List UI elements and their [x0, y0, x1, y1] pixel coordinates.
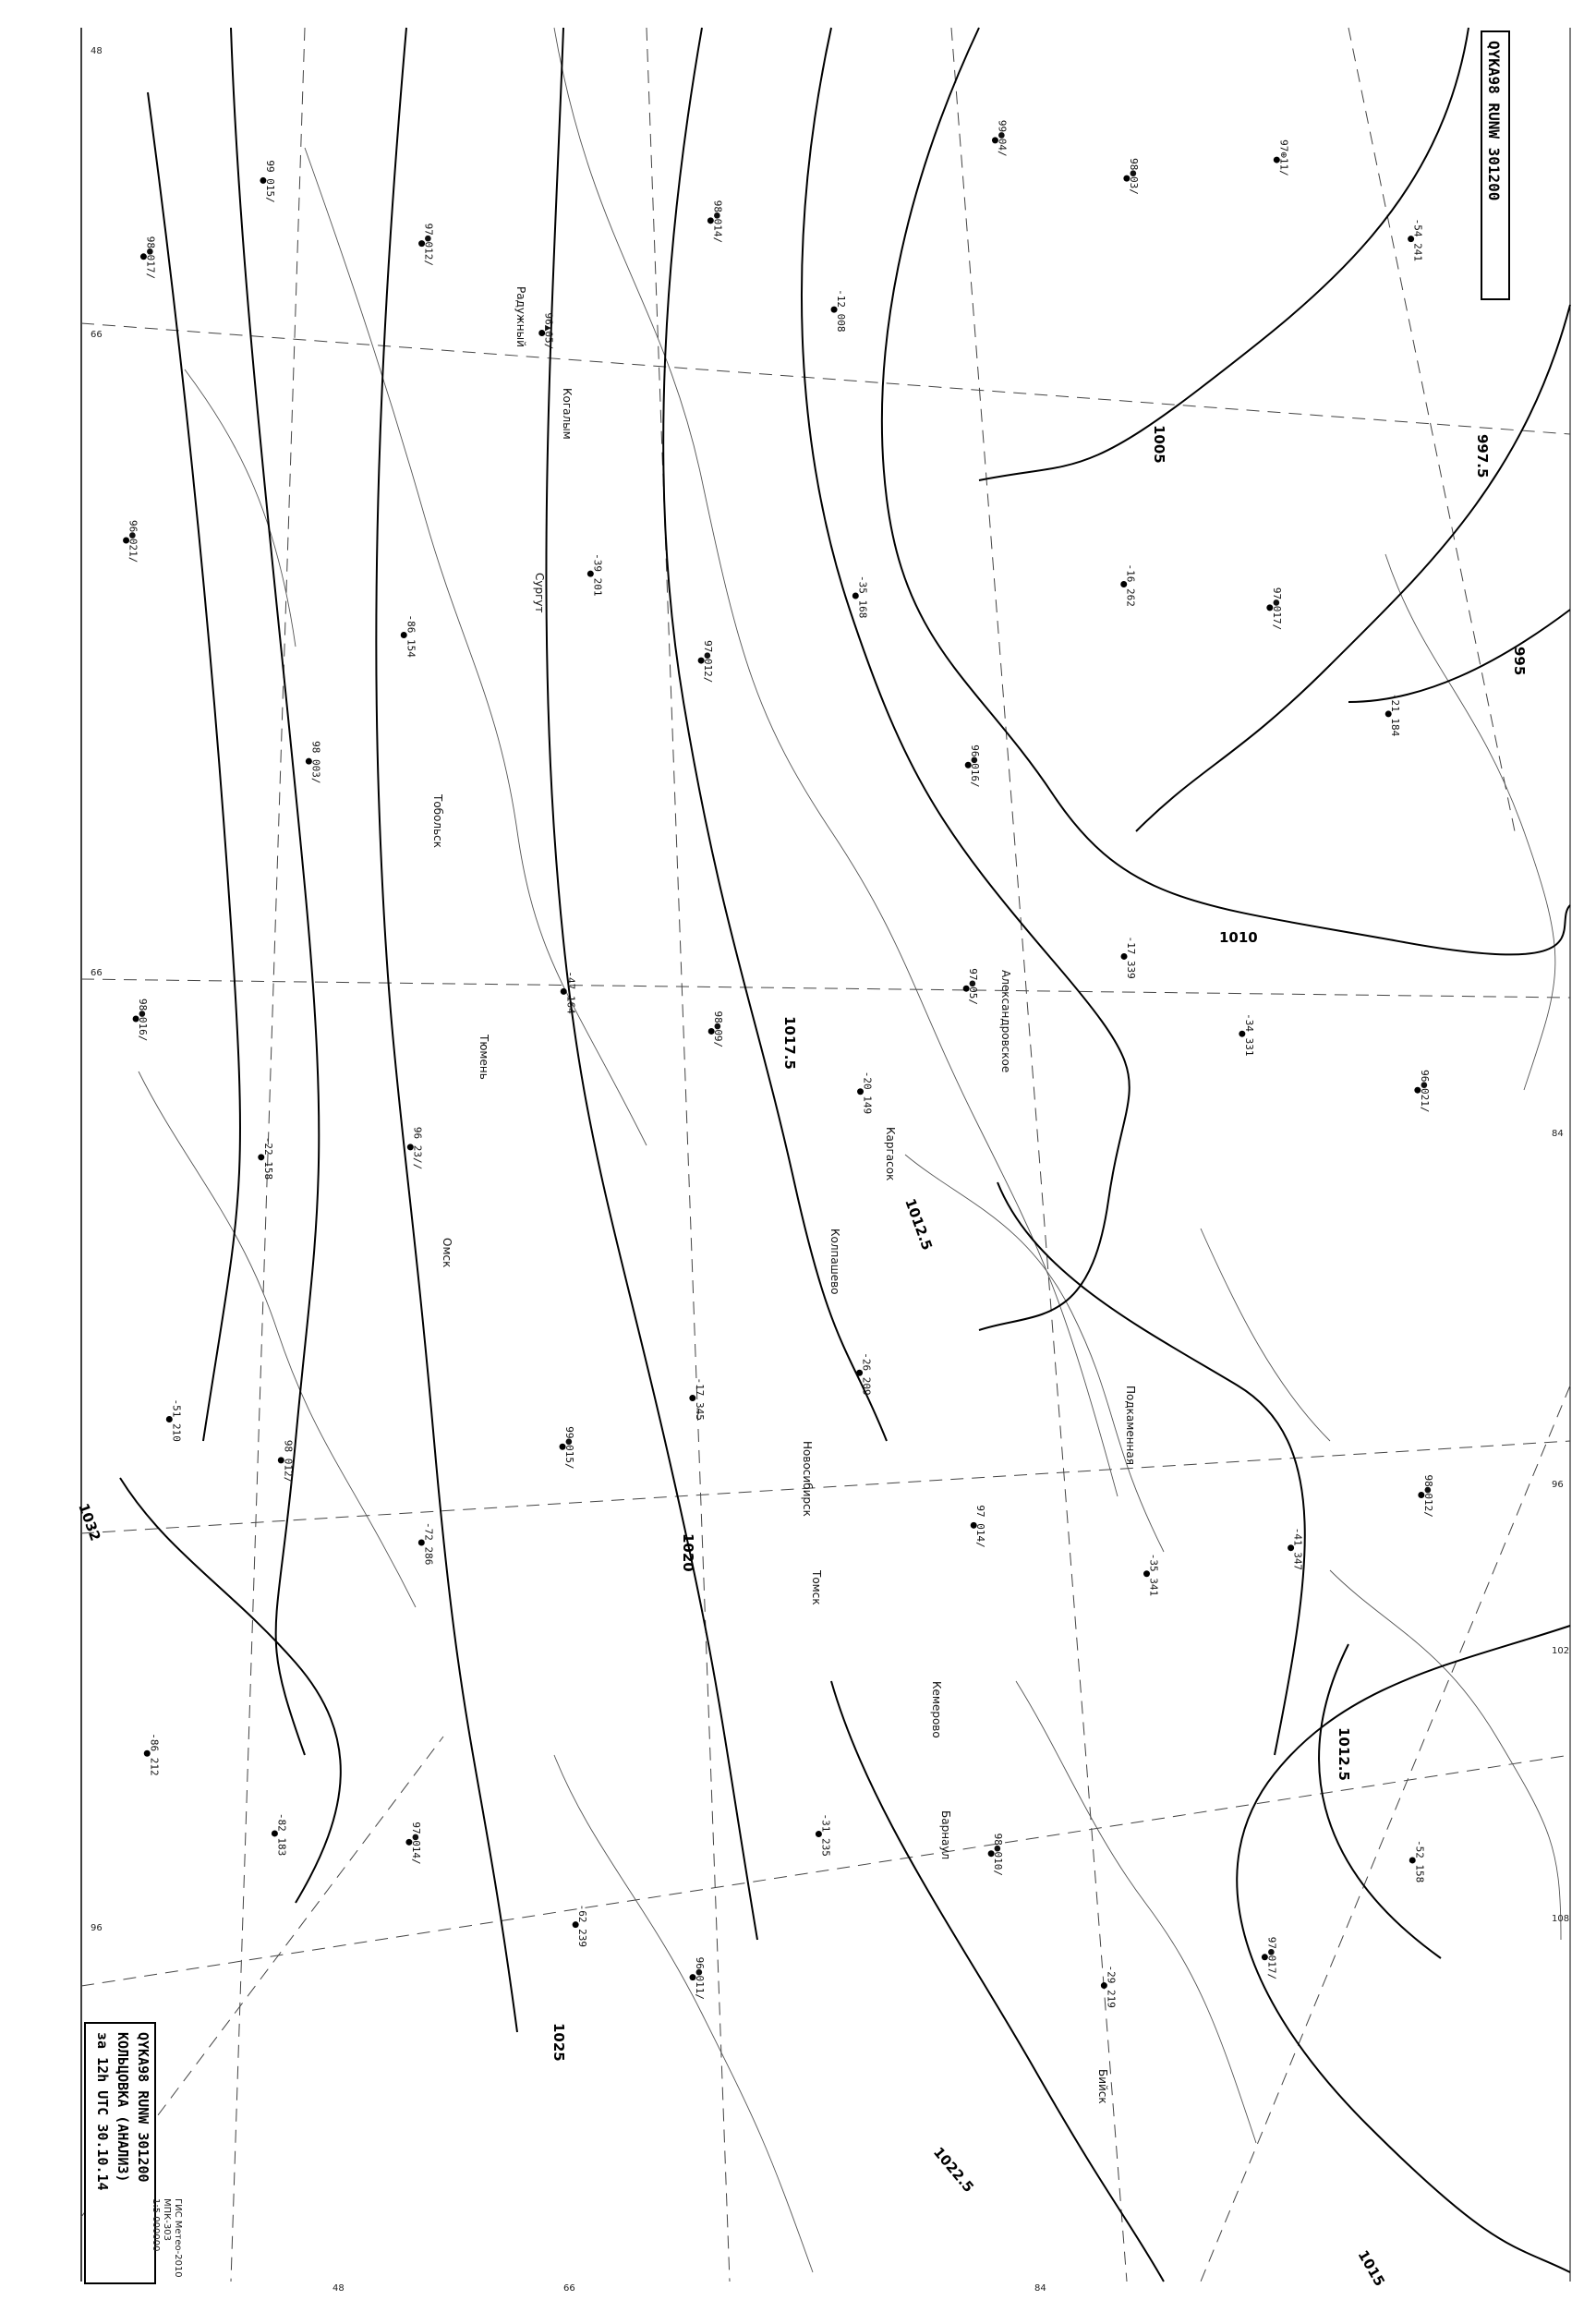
isobar-label: 1025	[550, 2023, 567, 2062]
credit-text: ГИС Метео-2010	[173, 2198, 183, 2278]
station-plot: -12 008	[835, 289, 848, 333]
station-plot: 98 003/	[309, 741, 322, 784]
edge-number: 66	[91, 968, 103, 978]
station-plot: 96 23//	[411, 1126, 424, 1170]
station-plots	[123, 120, 1434, 2008]
station-plot: 98●014/	[711, 200, 724, 244]
station-plot: -21 184	[1389, 693, 1402, 737]
edge-number: 66	[563, 2283, 575, 2294]
city-label: Новосибирск	[801, 1441, 814, 1517]
isobar-label: 1032	[75, 1501, 104, 1543]
city-label: Тюмень	[478, 1035, 490, 1080]
station-plot: -35 341	[1147, 1553, 1160, 1597]
city-label: Каргасок	[884, 1127, 897, 1181]
station-plot: 99 015/	[263, 160, 276, 203]
isobar-label: 1020	[680, 1533, 696, 1572]
city-label: Александровское	[999, 970, 1012, 1073]
legend-code: QYKA98 RUNW 301200	[135, 2032, 151, 2183]
station-plot: 98 012/	[282, 1439, 295, 1483]
station-plot: -35 168	[856, 575, 869, 619]
station-plot: 98●016/	[137, 999, 150, 1042]
station-plot: 96●011/	[694, 1956, 707, 2001]
station-plot: 97●012/	[702, 640, 715, 684]
station-plot: -20 149	[861, 1071, 874, 1115]
station-plot: -62 239	[576, 1904, 589, 1948]
isobar-label: 995	[1511, 647, 1528, 676]
edge-number: 48	[332, 2283, 345, 2294]
station-plot: 96●021/	[1418, 1070, 1431, 1113]
station-plot: -39 201	[591, 553, 604, 597]
station-plot: -22 158	[261, 1136, 274, 1180]
isobar-label: 1015	[1354, 2247, 1388, 2290]
city-label: Бийск	[1096, 2069, 1109, 2104]
station-plot: 97⊕11/	[1277, 139, 1290, 176]
station-plot: 98●017/	[144, 236, 157, 280]
projection-text: MПК-303	[162, 2198, 172, 2241]
top-header	[1481, 31, 1509, 299]
station-plot: 98●09/	[712, 1011, 725, 1048]
station-plot: -82 183	[275, 1812, 288, 1857]
map-frame	[81, 28, 1570, 2282]
station-plot: -17 345	[693, 1377, 706, 1421]
isobar-label: 1005	[1151, 425, 1167, 464]
station-plot: -54 241	[1411, 218, 1424, 262]
edge-coordinates	[91, 46, 1569, 2294]
coordinate-grid	[81, 28, 1570, 2282]
city-labels	[431, 286, 1137, 2104]
city-label: Барнаул	[939, 1810, 952, 1860]
station-plot: 96●021/	[127, 520, 139, 563]
city-label: Тобольск	[431, 794, 444, 849]
station-plot: 96●016/	[969, 744, 982, 788]
station-plot: 97 014/	[974, 1505, 987, 1548]
legend-box	[85, 2023, 155, 2283]
station-plot: -86 154	[405, 614, 417, 658]
station-plot: -17 339	[1125, 936, 1138, 979]
edge-number: 48	[91, 46, 103, 56]
station-plot: 97●014/	[409, 1822, 422, 1865]
scale-text: 1:5 000000	[151, 2198, 161, 2252]
station-plot: -34 331	[1242, 1013, 1255, 1057]
station-plot: -52 158	[1413, 1839, 1426, 1883]
city-label: Омск	[441, 1238, 453, 1268]
station-plot: -47 164	[564, 971, 577, 1014]
isobar-label: 1010	[1219, 929, 1258, 946]
station-plot: 97●017/	[1270, 587, 1283, 631]
station-plot: -86 212	[148, 1733, 161, 1776]
isobar-label: 1012.5	[901, 1196, 936, 1253]
edge-number: 108	[1552, 1914, 1570, 1924]
station-plot: -72 286	[422, 1521, 435, 1566]
rivers-and-borders	[139, 28, 1561, 2272]
station-plot: 98●03/	[1127, 158, 1140, 195]
station-plot: -29 219	[1105, 1965, 1118, 2008]
station-plot: -31 235	[819, 1813, 832, 1857]
city-label: Кемерово	[930, 1681, 943, 1738]
top-header-code: QYKA98 RUNW 301200	[1485, 41, 1503, 201]
station-plot: -26 209	[860, 1352, 873, 1396]
city-label: Подкаменная	[1124, 1386, 1137, 1465]
edge-number: 66	[91, 330, 103, 340]
city-label: Колпашево	[828, 1229, 841, 1295]
station-plot: 98●012/	[1421, 1474, 1434, 1518]
station-plot: 99●04/	[996, 119, 1009, 157]
isobar-label: 1022.5	[929, 2144, 977, 2196]
station-plot: 97●05/	[967, 968, 980, 1005]
station-plot: -41 347	[1291, 1527, 1304, 1571]
edge-number: 96	[1552, 1480, 1564, 1490]
station-plot: 96▲05/	[542, 312, 555, 350]
legend-time: за 12h UTC 30.10.14	[94, 2032, 111, 2191]
isobars	[120, 28, 1570, 2282]
station-plot: 97●012/	[422, 223, 435, 267]
isobar-labels	[75, 425, 1528, 2289]
edge-number: 102	[1552, 1646, 1570, 1656]
city-label: Когалым	[561, 388, 574, 440]
station-plot: -16 262	[1124, 563, 1137, 607]
city-label: Радужный	[514, 286, 527, 347]
city-label: Томск	[810, 1570, 823, 1605]
station-plot: 99●015/	[563, 1426, 576, 1470]
edge-number: 84	[1552, 1129, 1564, 1139]
edge-number: 84	[1034, 2283, 1046, 2294]
station-plot: 98●010/	[992, 1833, 1005, 1877]
city-label: Сургут	[533, 573, 546, 613]
station-plot: 97●017/	[1265, 1936, 1278, 1980]
legend-title: КОЛЬЦОВКА (АНАЛИЗ)	[115, 2032, 131, 2183]
isobar-label: 1012.5	[1336, 1727, 1352, 1781]
isobar-label: 1017.5	[781, 1016, 798, 1070]
station-plot: -51 210	[170, 1398, 183, 1442]
isobar-label: 997.5	[1474, 434, 1491, 478]
edge-number: 96	[91, 1923, 103, 1933]
